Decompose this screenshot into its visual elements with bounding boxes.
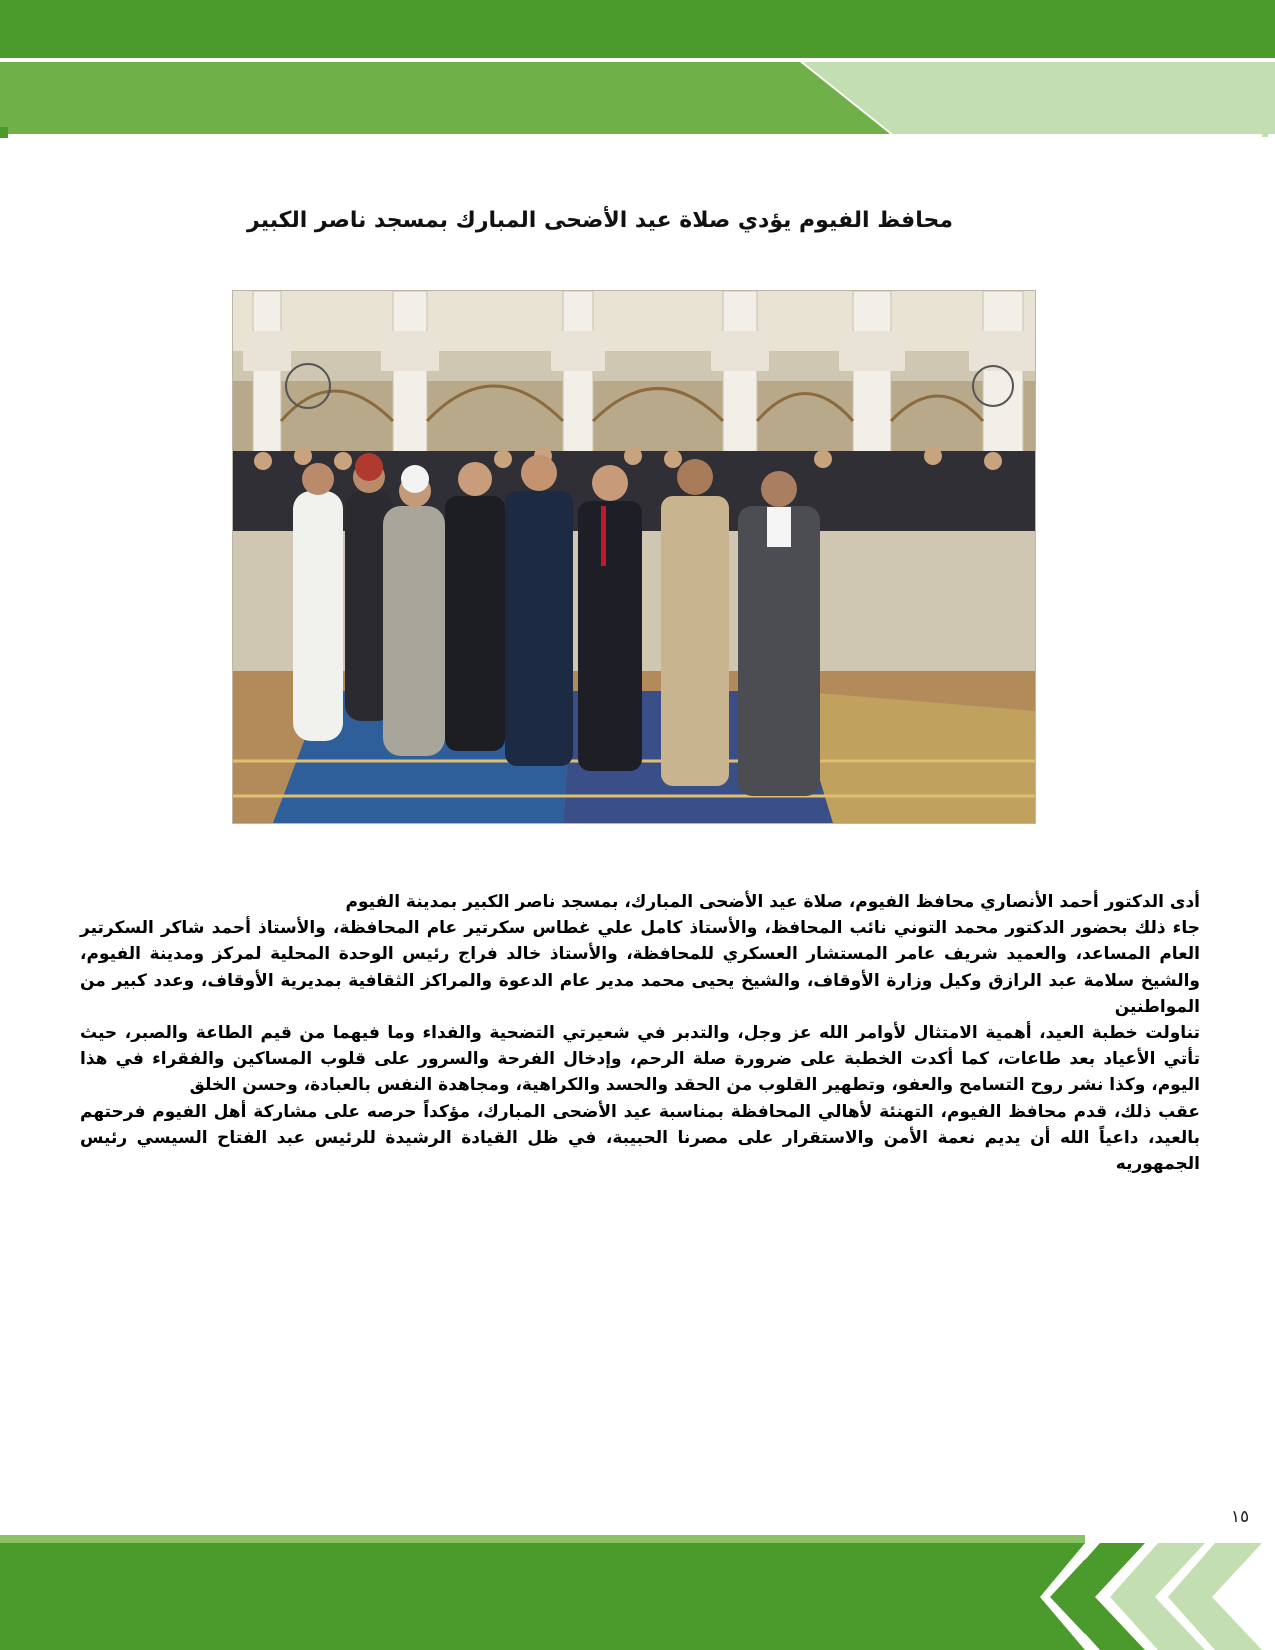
photo-illustration (233, 291, 1035, 823)
page-number: ١٥ (1230, 1507, 1250, 1527)
article-paragraph-2: جاء ذلك بحضور الدكتور محمد التوني نائب المحافظ، والأستاذ كامل علي غطاس سكرتير عام المحافظة، والأستاذ أحمد شاكر السكرتير العام المساعد، والعميد شريف عامر المستشار العسكري للمحافظة، والأستاذ خالد فراج رئيس الوحدة المحلية لمركز ومدينة الفيوم، والشيخ سلامة عبد الرازق وكيل وزارة الأوقاف، والشيخ يحيى محمد مدير عام الدعوة والمراكز الثقافية بمديرية الأوقاف، وعدد كبير من المواطنين (80, 918, 1200, 1017)
article-paragraph-4: عقب ذلك، قدم محافظ الفيوم، التهنئة لأهالي المحافظة بمناسبة عيد الأضحى المبارك، مؤكداً حرصه على مشاركة أهل الفيوم فرحتهم بالعيد، داعياً الله أن يديم نعمة الأمن والاستقرار على مصرنا الحبيبة، في ظل القيادة الرشيدة للرئيس عبد الفتاح السيسي رئيس الجمهوريه (80, 1101, 1200, 1175)
article-paragraph-3: تناولت خطبة العيد، أهمية الامتثال لأوامر الله عز وجل، والتدبر في شعيرتي التضحية والفداء وما فيهما من قيم الطاعة والصبر، حيث تأتي الأعياد بعد طاعات، كما أكدت الخطبة على ضرورة صلة الرحم، وإدخال الفرحة والسرور على قلوب المساكين والفقراء في هذا اليوم، وكذا نشر روح التسامح والعفو، وتطهير القلوب من الحقد والحسد والكراهية، ومجاهدة النفس بالعبادة، وحسن الخلق (80, 1023, 1200, 1096)
mosque-prayer-photo (232, 290, 1036, 824)
header-right-tab (1262, 127, 1268, 137)
article-body (80, 889, 1200, 1177)
footer-dark-strip (0, 1543, 1085, 1650)
footer-decorative-band (0, 1535, 1275, 1650)
header-dark-strip (0, 0, 1275, 58)
page-title: محافظ الفيوم يؤدي صلاة عيد الأضحى المبارك بمسجد ناصر الكبير (247, 208, 953, 233)
article-paragraph-1: أدى الدكتور أحمد الأنصاري محافظ الفيوم، صلاة عيد الأضحى المبارك، بمسجد ناصر الكبير بمدينة الفيوم (345, 892, 1200, 912)
header-decorative-band (0, 0, 1275, 140)
footer-top-edge (0, 1535, 1085, 1543)
header-left-tab (0, 127, 8, 138)
header-mid-green-shape (0, 62, 890, 134)
